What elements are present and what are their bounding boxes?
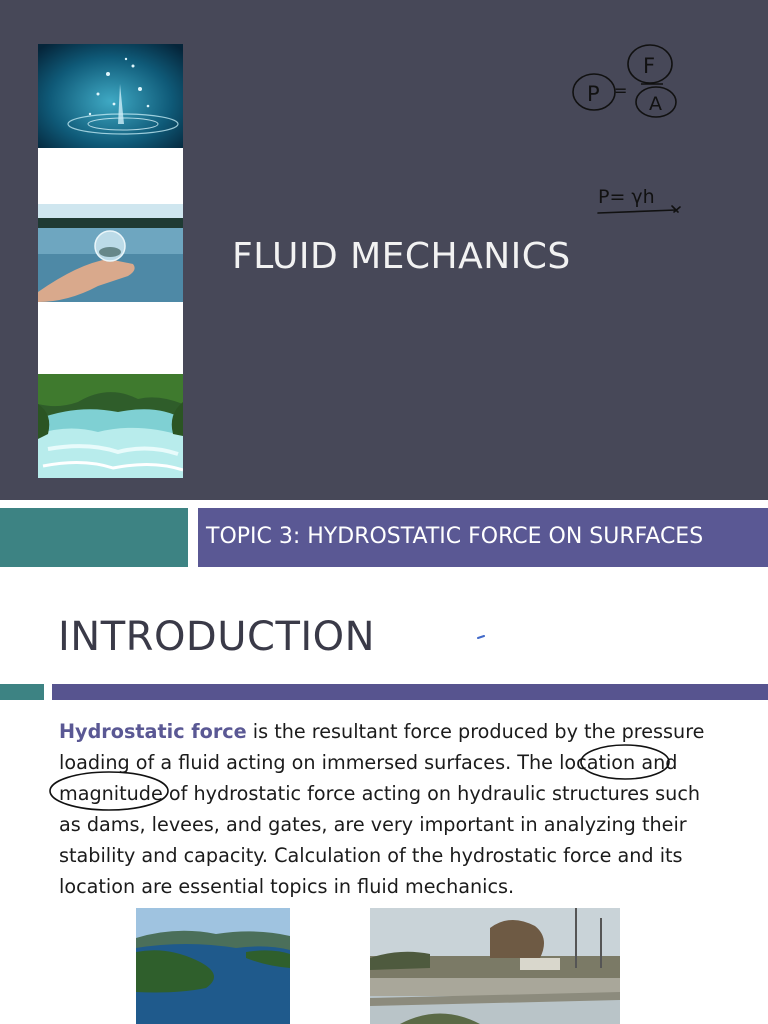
hand-formula: P= γh bbox=[598, 186, 655, 208]
paragraph-line2-end: and bbox=[635, 751, 678, 774]
circled-word-magnitude: magnitude bbox=[59, 782, 163, 805]
dam-image bbox=[370, 908, 620, 1024]
teal-accent-block bbox=[0, 508, 188, 567]
title-slide bbox=[0, 0, 768, 500]
teal-divider-bar bbox=[0, 684, 44, 700]
circled-word-location: location bbox=[559, 751, 636, 774]
section-heading: INTRODUCTION bbox=[58, 614, 376, 660]
hand-f-label: F bbox=[643, 54, 656, 78]
slide-separator bbox=[0, 500, 768, 508]
slide-title: FLUID MECHANICS bbox=[232, 236, 571, 277]
water-splash-image bbox=[38, 44, 183, 148]
hydrostatic-force-term: Hydrostatic force bbox=[59, 720, 247, 743]
hand-equals: = bbox=[614, 81, 628, 100]
paragraph-line5: stability and capacity. Calculation of the hydrostatic force and its bbox=[59, 844, 683, 867]
purple-divider-bar bbox=[52, 684, 768, 700]
paragraph-line3: of hydrostatic force acting on hydraulic structures such bbox=[162, 782, 701, 805]
hand-a-label: A bbox=[649, 93, 662, 115]
paragraph-line4: as dams, levees, and gates, are very important in analyzing their bbox=[59, 813, 687, 836]
hand-p-label: P bbox=[587, 82, 600, 106]
paragraph-line6: location are essential topics in fluid mechanics. bbox=[59, 875, 515, 898]
paragraph-line1: is the resultant force produced by the pressure bbox=[246, 720, 705, 743]
photo-strip bbox=[38, 44, 183, 478]
river-rapids-image bbox=[38, 374, 183, 478]
intro-paragraph bbox=[59, 716, 729, 902]
topic-subtitle: TOPIC 3: HYDROSTATIC FORCE ON SURFACES bbox=[206, 524, 704, 549]
paragraph-line2: loading of a fluid acting on immersed surfaces. The bbox=[59, 751, 560, 774]
reservoir-image bbox=[136, 908, 290, 1024]
crystal-ball-image bbox=[38, 204, 183, 302]
